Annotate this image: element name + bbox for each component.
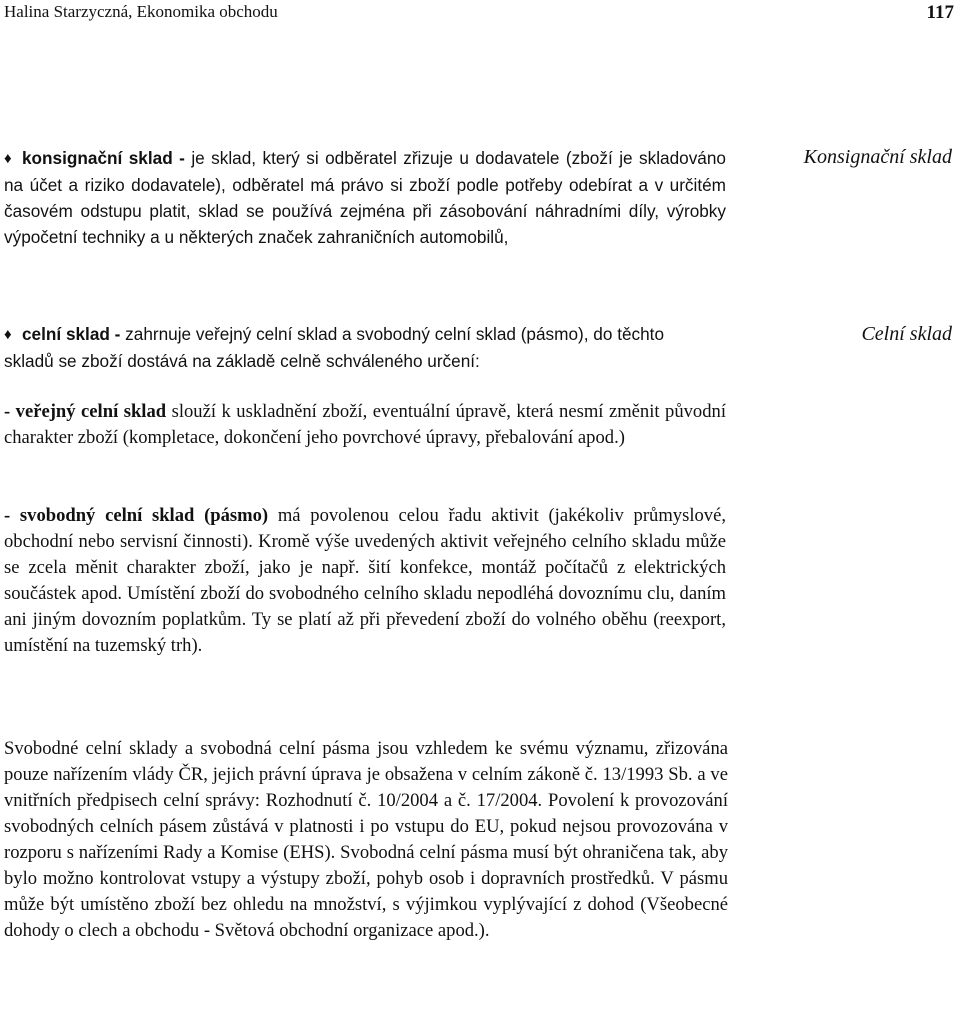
item-paragraph (4, 503, 726, 659)
margin-label-celni-sklad: Celní sklad (861, 323, 952, 345)
term-verejny-celni-sklad: - veřejný celní sklad (4, 401, 167, 422)
term-celni-sklad: celní sklad - (22, 324, 121, 344)
bullet-paragraph (4, 321, 704, 374)
bullet-paragraph (4, 145, 726, 250)
closing-section (4, 736, 728, 944)
closing-paragraph: Svobodné celní sklady a svobodná celní pásma jsou vzhledem ke svému významu, zřizována pouze nařízením vlády ČR, jejich právní úprava je obsažena v celním zákoně č. 13/1993 Sb. a ve vnitřních předpisech celní správy: Rozhodnutí č. 10/2004 a č. 17/2004. Povolení k provozování svobodných celních pásem zůstává v platnosti i po vstupu do EU, pokud nejsou provozována v rozporu s nařízeními Rady a Komise (EHS). Svobodná celní pásma musí být ohraničena tak, aby bylo možno kontrolovat vstupy a výstupy zboží, pohyb osob i dopravních prostředků. V pásmu může být umístěno zboží bez ohledu na množství, s výjimkou vyplývající z dohod (Všeobecné dohody o clech a obchodu - Světová obchodní organizace apod.). (4, 738, 728, 941)
item-text: má povolenou celou řadu aktivit (jakékoliv průmyslové, obchodní nebo servisní činnosti). Kromě výše uvedených aktivit veřejného celního skladu může se zcela měnit charakter zboží, jako je např. šití konfekce, montáž počítačů z elektrických součástek apod. Umístění zboží do svobodného celního skladu nepodléhá dovoznímu clu, daním ani jiným dovozním poplatkům. Ty se platí až při převedení zboží do volného oběhu (reexport, umístění na tuzemský trh). (4, 505, 727, 656)
running-header-title: Halina Starzyczná, Ekonomika obchodu (4, 2, 278, 21)
section-konsignacni-sklad (4, 145, 726, 250)
margin-label-konsignacni-sklad: Konsignační sklad (803, 146, 952, 168)
definition-text: je sklad, který si odběratel zřizuje u dodavatele (zboží je skladováno na účet a riziko dodavatele), odběratel má právo si zboží podle potřeby odebírat a v určitém časovém odstupu platit, sklad se používá zejména při zásobování náhradními díly, výrobky výpočetní techniky a u některých značek zahraničních automobilů, (4, 148, 726, 247)
definition-text: zahrnuje veřejný celní sklad a svobodný celní sklad (pásmo), do těchto skladů se zboží dostává na základě celně schváleného určení: (4, 324, 665, 371)
item-svobodny-celni-sklad (4, 503, 726, 659)
section-celni-sklad (4, 321, 704, 374)
item-text: slouží k uskladnění zboží, eventuální úpravě, která nesmí změnit původní charakter zboží (kompletace, dokončení jeho povrchové úpravy, přebalování apod.) (4, 401, 726, 448)
term-svobodny-celni-sklad: - svobodný celní sklad (pásmo) (4, 505, 269, 526)
item-verejny-celni-sklad (4, 399, 726, 451)
diamond-bullet-icon: ♦ (4, 326, 12, 343)
page-number: 117 (926, 2, 954, 23)
diamond-bullet-icon: ♦ (4, 150, 12, 167)
page-header (0, 0, 960, 28)
item-paragraph (4, 399, 726, 451)
term-konsignacni-sklad: konsignační sklad - (22, 148, 185, 168)
